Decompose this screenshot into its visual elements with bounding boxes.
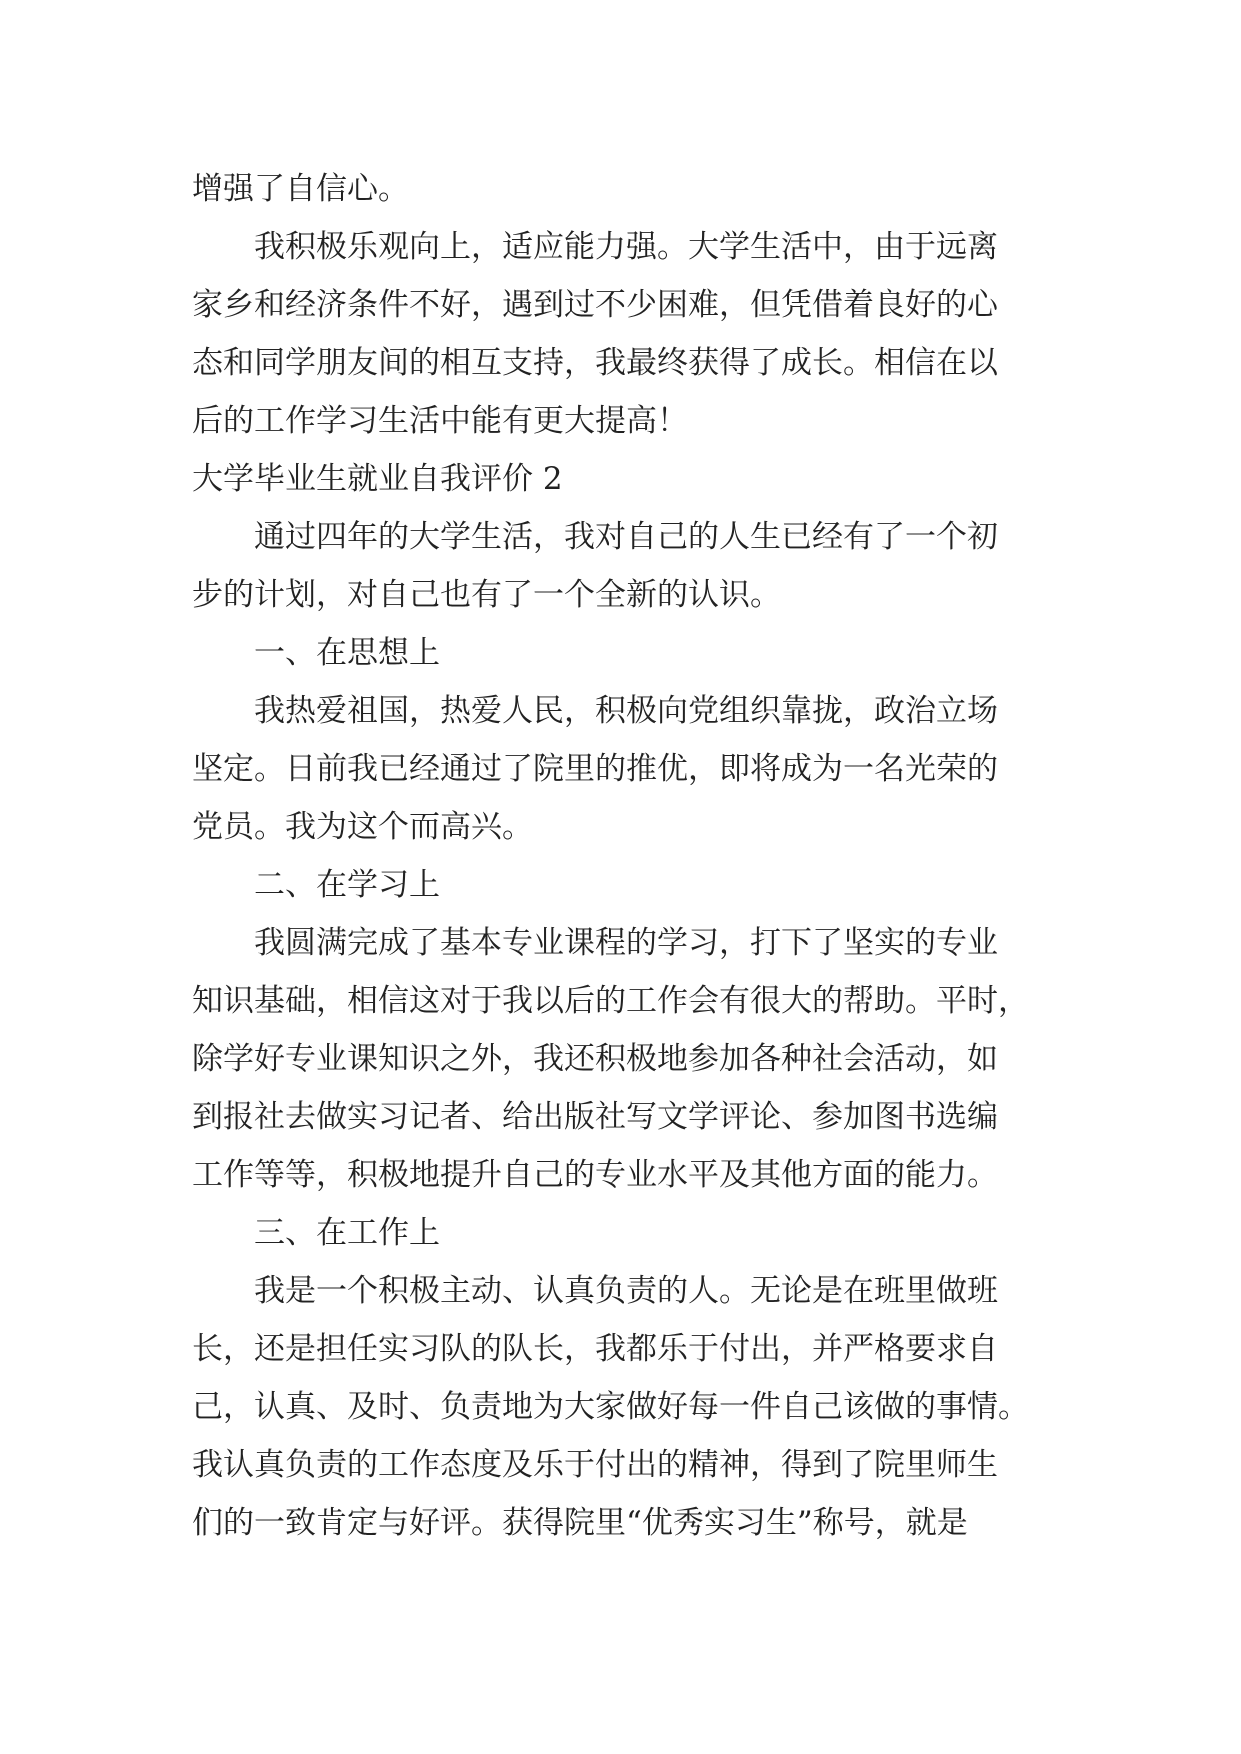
paragraph-line: 增强了自信心。 bbox=[192, 171, 409, 207]
subheading: 一、在思想上 bbox=[254, 635, 440, 671]
paragraph-line: 步的计划，对自己也有了一个全新的认识。 bbox=[192, 577, 781, 613]
paragraph-line: 工作等等，积极地提升自己的专业水平及其他方面的能力。 bbox=[192, 1157, 998, 1193]
paragraph-line: 们的一致肯定与好评。获得院里“优秀实习生”称号，就是 bbox=[192, 1505, 968, 1541]
paragraph-line: 除学好专业课知识之外，我还积极地参加各种社会活动，如 bbox=[192, 1041, 998, 1077]
paragraph-line: 长，还是担任实习队的队长，我都乐于付出，并严格要求自 bbox=[192, 1331, 998, 1367]
paragraph-line: 坚定。日前我已经通过了院里的推优，即将成为一名光荣的 bbox=[192, 751, 998, 787]
document-body bbox=[192, 160, 1072, 1552]
paragraph-line: 后的工作学习生活中能有更大提高！ bbox=[192, 403, 688, 439]
paragraph-line: 我是一个积极主动、认真负责的人。无论是在班里做班 bbox=[254, 1273, 998, 1309]
paragraph-line: 我热爱祖国，热爱人民，积极向党组织靠拢，政治立场 bbox=[254, 693, 998, 729]
paragraph-line: 我积极乐观向上，适应能力强。大学生活中，由于远离 bbox=[254, 229, 998, 265]
subheading: 三、在工作上 bbox=[254, 1215, 440, 1251]
paragraph-line: 到报社去做实习记者、给出版社写文学评论、参加图书选编 bbox=[192, 1099, 998, 1135]
paragraph-line: 家乡和经济条件不好，遇到过不少困难，但凭借着良好的心 bbox=[192, 287, 998, 323]
paragraph-line: 己，认真、及时、负责地为大家做好每一件自己该做的事情。 bbox=[192, 1389, 1029, 1425]
paragraph-line: 我圆满完成了基本专业课程的学习，打下了坚实的专业 bbox=[254, 925, 998, 961]
paragraph-line: 知识基础，相信这对于我以后的工作会有很大的帮助。平时， bbox=[192, 983, 1029, 1019]
paragraph-line: 态和同学朋友间的相互支持，我最终获得了成长。相信在以 bbox=[192, 345, 998, 381]
paragraph-line: 通过四年的大学生活，我对自己的人生已经有了一个初 bbox=[254, 519, 998, 555]
section-title: 大学毕业生就业自我评价 2 bbox=[192, 461, 563, 497]
paragraph-line: 我认真负责的工作态度及乐于付出的精神，得到了院里师生 bbox=[192, 1447, 998, 1483]
paragraph-line: 党员。我为这个而高兴。 bbox=[192, 809, 533, 845]
subheading: 二、在学习上 bbox=[254, 867, 440, 903]
